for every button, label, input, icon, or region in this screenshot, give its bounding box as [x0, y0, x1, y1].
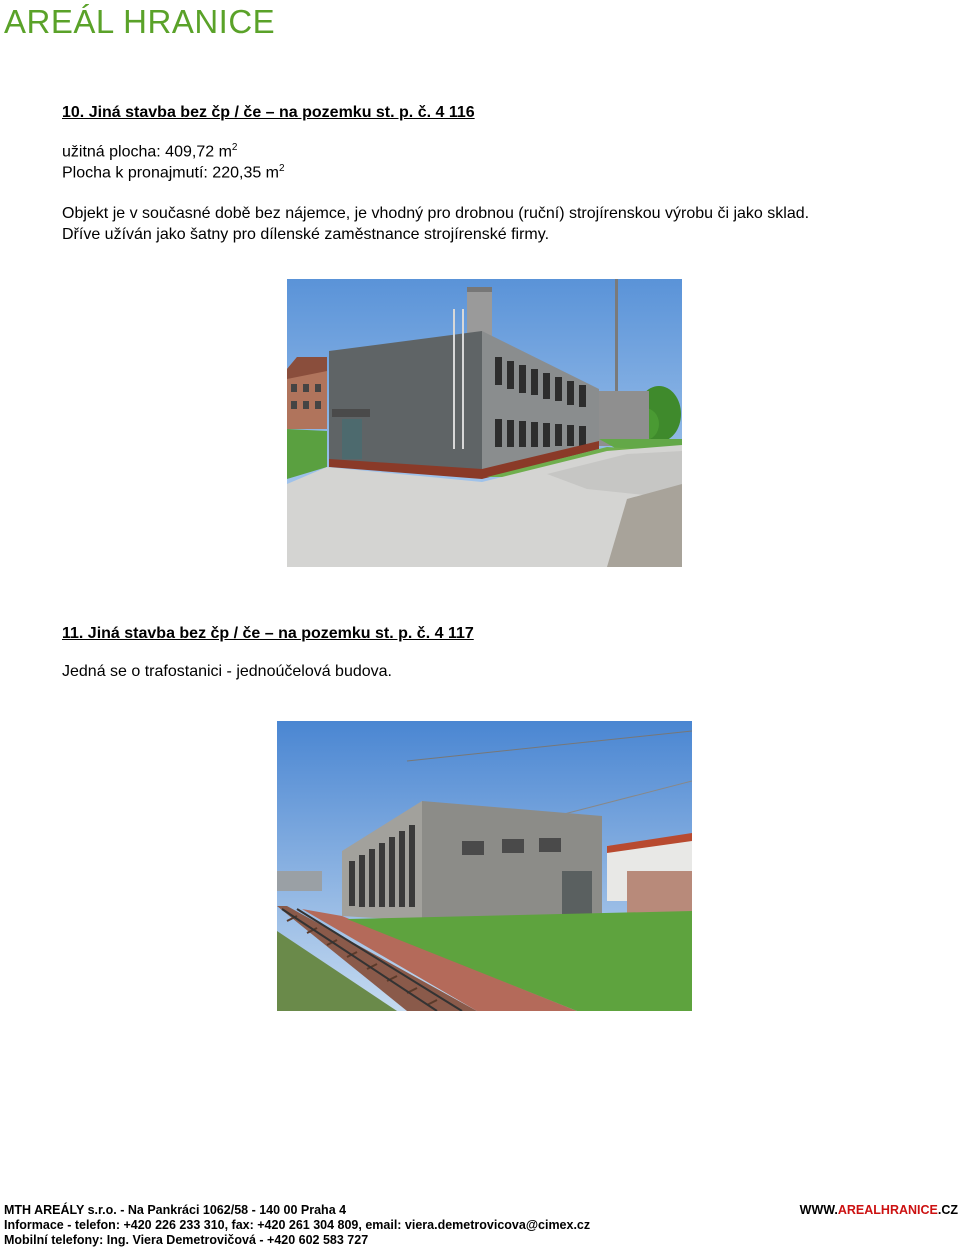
section-10-description-line-1: Objekt je v současné době bez nájemce, je vhodný pro drobnou (ruční) strojírenskou výrobu či jako sklad. — [62, 205, 810, 222]
rentable-area-exponent: 2 — [279, 163, 285, 174]
footer-mobile: Mobilní telefony: Ing. Viera Demetrovičová - +420 602 583 727 — [4, 1233, 369, 1247]
section-11-heading: 11. Jiná stavba bez čp / če – na pozemku st. p. č. 4 117 — [62, 625, 474, 642]
footer-website-suffix: .CZ — [937, 1203, 958, 1217]
building-photo-1 — [287, 279, 682, 567]
section-10-description — [62, 203, 809, 245]
section-10-description-line-2: Dříve užíván jako šatny pro dílenské zaměstnance strojírenské firmy. — [62, 226, 550, 243]
rentable-area — [62, 163, 285, 182]
footer-website-prefix: WWW. — [799, 1203, 838, 1217]
section-11-description: Jedná se o trafostanici - jednoúčelová budova. — [62, 663, 392, 680]
footer-contact: Informace - telefon: +420 226 233 310, fax: +420 261 304 809, email: viera.demetrovicova@cimex.cz — [4, 1218, 591, 1232]
usable-area-exponent: 2 — [231, 142, 238, 153]
footer-company: MTH AREÁLY s.r.o. - Na Pankráci 1062/58 - 140 00 Praha 4 — [4, 1203, 347, 1217]
rentable-area-label: Plocha k pronajmutí: 220,35 m — [62, 164, 280, 182]
footer-website-name: AREALHRANICE — [837, 1203, 938, 1217]
section-10-heading: 10. Jiná stavba bez čp / če – na pozemku st. p. č. 4 116 — [62, 104, 475, 121]
building-photo-2 — [277, 721, 692, 1011]
usable-area — [62, 142, 237, 161]
footer-website[interactable] — [800, 1203, 958, 1217]
page-title: AREÁL HRANICE — [4, 3, 276, 40]
usable-area-label: užitná plocha: 409,72 m — [62, 143, 232, 161]
